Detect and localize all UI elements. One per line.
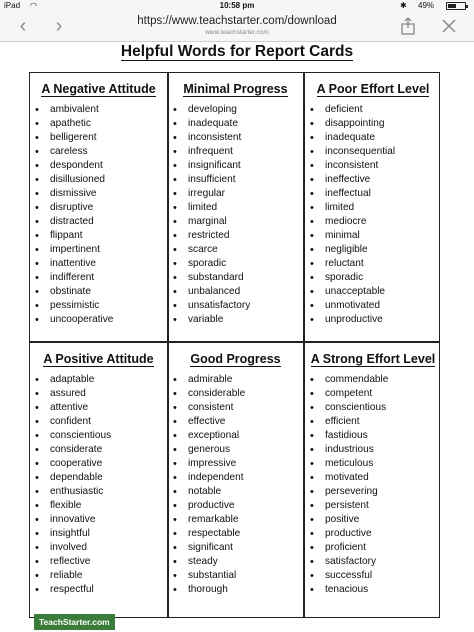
word-item: • thorough — [168, 583, 303, 597]
section-poor-effort-level — [305, 82, 441, 327]
word-list — [168, 373, 303, 597]
word-item: • flippant — [30, 229, 167, 243]
word-item: • considerable — [168, 387, 303, 401]
back-icon[interactable]: ‹ — [19, 15, 27, 37]
word-item: • irregular — [168, 187, 303, 201]
word-item: • scarce — [168, 243, 303, 257]
word-item: • respectable — [168, 527, 303, 541]
word-item: • despondent — [30, 159, 167, 173]
battery-icon — [446, 2, 466, 10]
word-item: • ambivalent — [30, 103, 167, 117]
browser-toolbar — [0, 12, 474, 42]
word-item: • inadequate — [168, 117, 303, 131]
word-list — [168, 103, 303, 327]
word-list — [30, 373, 167, 597]
word-item: • restricted — [168, 229, 303, 243]
word-item: • consistent — [168, 401, 303, 415]
word-item: • substandard — [168, 271, 303, 285]
battery-fill — [448, 4, 456, 8]
word-item: • exceptional — [168, 429, 303, 443]
word-item: • negligible — [305, 243, 441, 257]
word-item: • dismissive — [30, 187, 167, 201]
word-item: • industrious — [305, 443, 441, 457]
word-item: • effective — [168, 415, 303, 429]
word-item: • efficient — [305, 415, 441, 429]
word-item: • disruptive — [30, 201, 167, 215]
word-item: • cooperative — [30, 457, 167, 471]
word-item: • insufficient — [168, 173, 303, 187]
word-item: • competent — [305, 387, 441, 401]
word-item: • dependable — [30, 471, 167, 485]
word-item: • innovative — [30, 513, 167, 527]
word-item: • considerate — [30, 443, 167, 457]
address-bar[interactable]: https://www.teachstarter.com/download — [137, 15, 337, 27]
word-item: • distracted — [30, 215, 167, 229]
word-item: • productive — [168, 499, 303, 513]
word-item: • reliable — [30, 569, 167, 583]
word-item: • indifferent — [30, 271, 167, 285]
word-item: • ineffective — [305, 173, 441, 187]
word-item: • sporadic — [305, 271, 441, 285]
wifi-icon: ◠ — [30, 1, 37, 10]
word-item: • productive — [305, 527, 441, 541]
word-item: • enthusiastic — [30, 485, 167, 499]
word-item: • belligerent — [30, 131, 167, 145]
word-item: • significant — [168, 541, 303, 555]
word-item: • confident — [30, 415, 167, 429]
word-item: • commendable — [305, 373, 441, 387]
word-item: • uncooperative — [30, 313, 167, 327]
word-item: • meticulous — [305, 457, 441, 471]
word-item: • independent — [168, 471, 303, 485]
word-item: • inconsistent — [168, 131, 303, 145]
row-divider — [30, 341, 439, 343]
word-item: • conscientious — [30, 429, 167, 443]
word-list — [305, 373, 441, 597]
word-item: • steady — [168, 555, 303, 569]
word-item: • unproductive — [305, 313, 441, 327]
share-icon[interactable] — [397, 15, 419, 37]
section-positive-attitude — [30, 352, 167, 597]
word-item: • inattentive — [30, 257, 167, 271]
word-item: • infrequent — [168, 145, 303, 159]
word-item: • admirable — [168, 373, 303, 387]
site-domain: www.teachstarter.com — [205, 29, 269, 36]
device-name: iPad — [4, 1, 21, 10]
word-item: • obstinate — [30, 285, 167, 299]
word-item: • impressive — [168, 457, 303, 471]
bluetooth-icon: ✱ — [400, 1, 407, 10]
section-heading: Good Progress — [190, 352, 281, 366]
section-negative-attitude — [30, 82, 167, 327]
word-item: • disillusioned — [30, 173, 167, 187]
word-item: • respectful — [30, 583, 167, 597]
word-item: • pessimistic — [30, 299, 167, 313]
word-item: • apathetic — [30, 117, 167, 131]
section-heading: Minimal Progress — [183, 82, 288, 96]
word-item: • persevering — [305, 485, 441, 499]
word-item: • conscientious — [305, 401, 441, 415]
word-item: • unmotivated — [305, 299, 441, 313]
battery-percent: 49% — [418, 1, 435, 10]
word-list — [305, 103, 441, 327]
word-item: • remarkable — [168, 513, 303, 527]
word-item: • generous — [168, 443, 303, 457]
close-icon[interactable] — [438, 15, 460, 37]
word-item: • mediocre — [305, 215, 441, 229]
word-item: • sporadic — [168, 257, 303, 271]
word-item: • ineffectual — [305, 187, 441, 201]
word-item: • reluctant — [305, 257, 441, 271]
word-item: • limited — [168, 201, 303, 215]
section-heading: A Negative Attitude — [41, 82, 156, 96]
word-item: • minimal — [305, 229, 441, 243]
word-item: • notable — [168, 485, 303, 499]
word-item: • variable — [168, 313, 303, 327]
word-item: • involved — [30, 541, 167, 555]
word-item: • inconsequential — [305, 145, 441, 159]
page-title: Helpful Words for Report Cards — [120, 43, 354, 60]
word-item: • inadequate — [305, 131, 441, 145]
teachstarter-logo: TeachStarter.com — [34, 614, 115, 630]
word-item: • insightful — [30, 527, 167, 541]
word-item: • flexible — [30, 499, 167, 513]
word-item: • unbalanced — [168, 285, 303, 299]
word-item: • inconsistent — [305, 159, 441, 173]
word-item: • assured — [30, 387, 167, 401]
forward-icon[interactable]: › — [55, 15, 63, 37]
section-heading: A Poor Effort Level — [316, 82, 430, 96]
word-item: • successful — [305, 569, 441, 583]
word-item: • tenacious — [305, 583, 441, 597]
word-item: • developing — [168, 103, 303, 117]
word-item: • impertinent — [30, 243, 167, 257]
word-item: • attentive — [30, 401, 167, 415]
word-item: • unsatisfactory — [168, 299, 303, 313]
word-item: • limited — [305, 201, 441, 215]
word-item: • substantial — [168, 569, 303, 583]
status-bar — [0, 0, 474, 12]
clock: 10:58 pm — [219, 1, 255, 10]
section-heading: A Strong Effort Level — [310, 352, 436, 366]
word-item: • positive — [305, 513, 441, 527]
word-item: • satisfactory — [305, 555, 441, 569]
word-item: • fastidious — [305, 429, 441, 443]
word-item: • unacceptable — [305, 285, 441, 299]
word-item: • marginal — [168, 215, 303, 229]
section-heading: A Positive Attitude — [43, 352, 154, 366]
word-list — [30, 103, 167, 327]
word-item: • insignificant — [168, 159, 303, 173]
section-strong-effort-level — [305, 352, 441, 597]
word-item: • persistent — [305, 499, 441, 513]
word-item: • disappointing — [305, 117, 441, 131]
word-item: • motivated — [305, 471, 441, 485]
word-table — [29, 72, 440, 618]
word-item: • reflective — [30, 555, 167, 569]
word-item: • adaptable — [30, 373, 167, 387]
section-good-progress — [168, 352, 303, 597]
word-item: • proficient — [305, 541, 441, 555]
section-minimal-progress — [168, 82, 303, 327]
word-item: • careless — [30, 145, 167, 159]
word-item: • deficient — [305, 103, 441, 117]
